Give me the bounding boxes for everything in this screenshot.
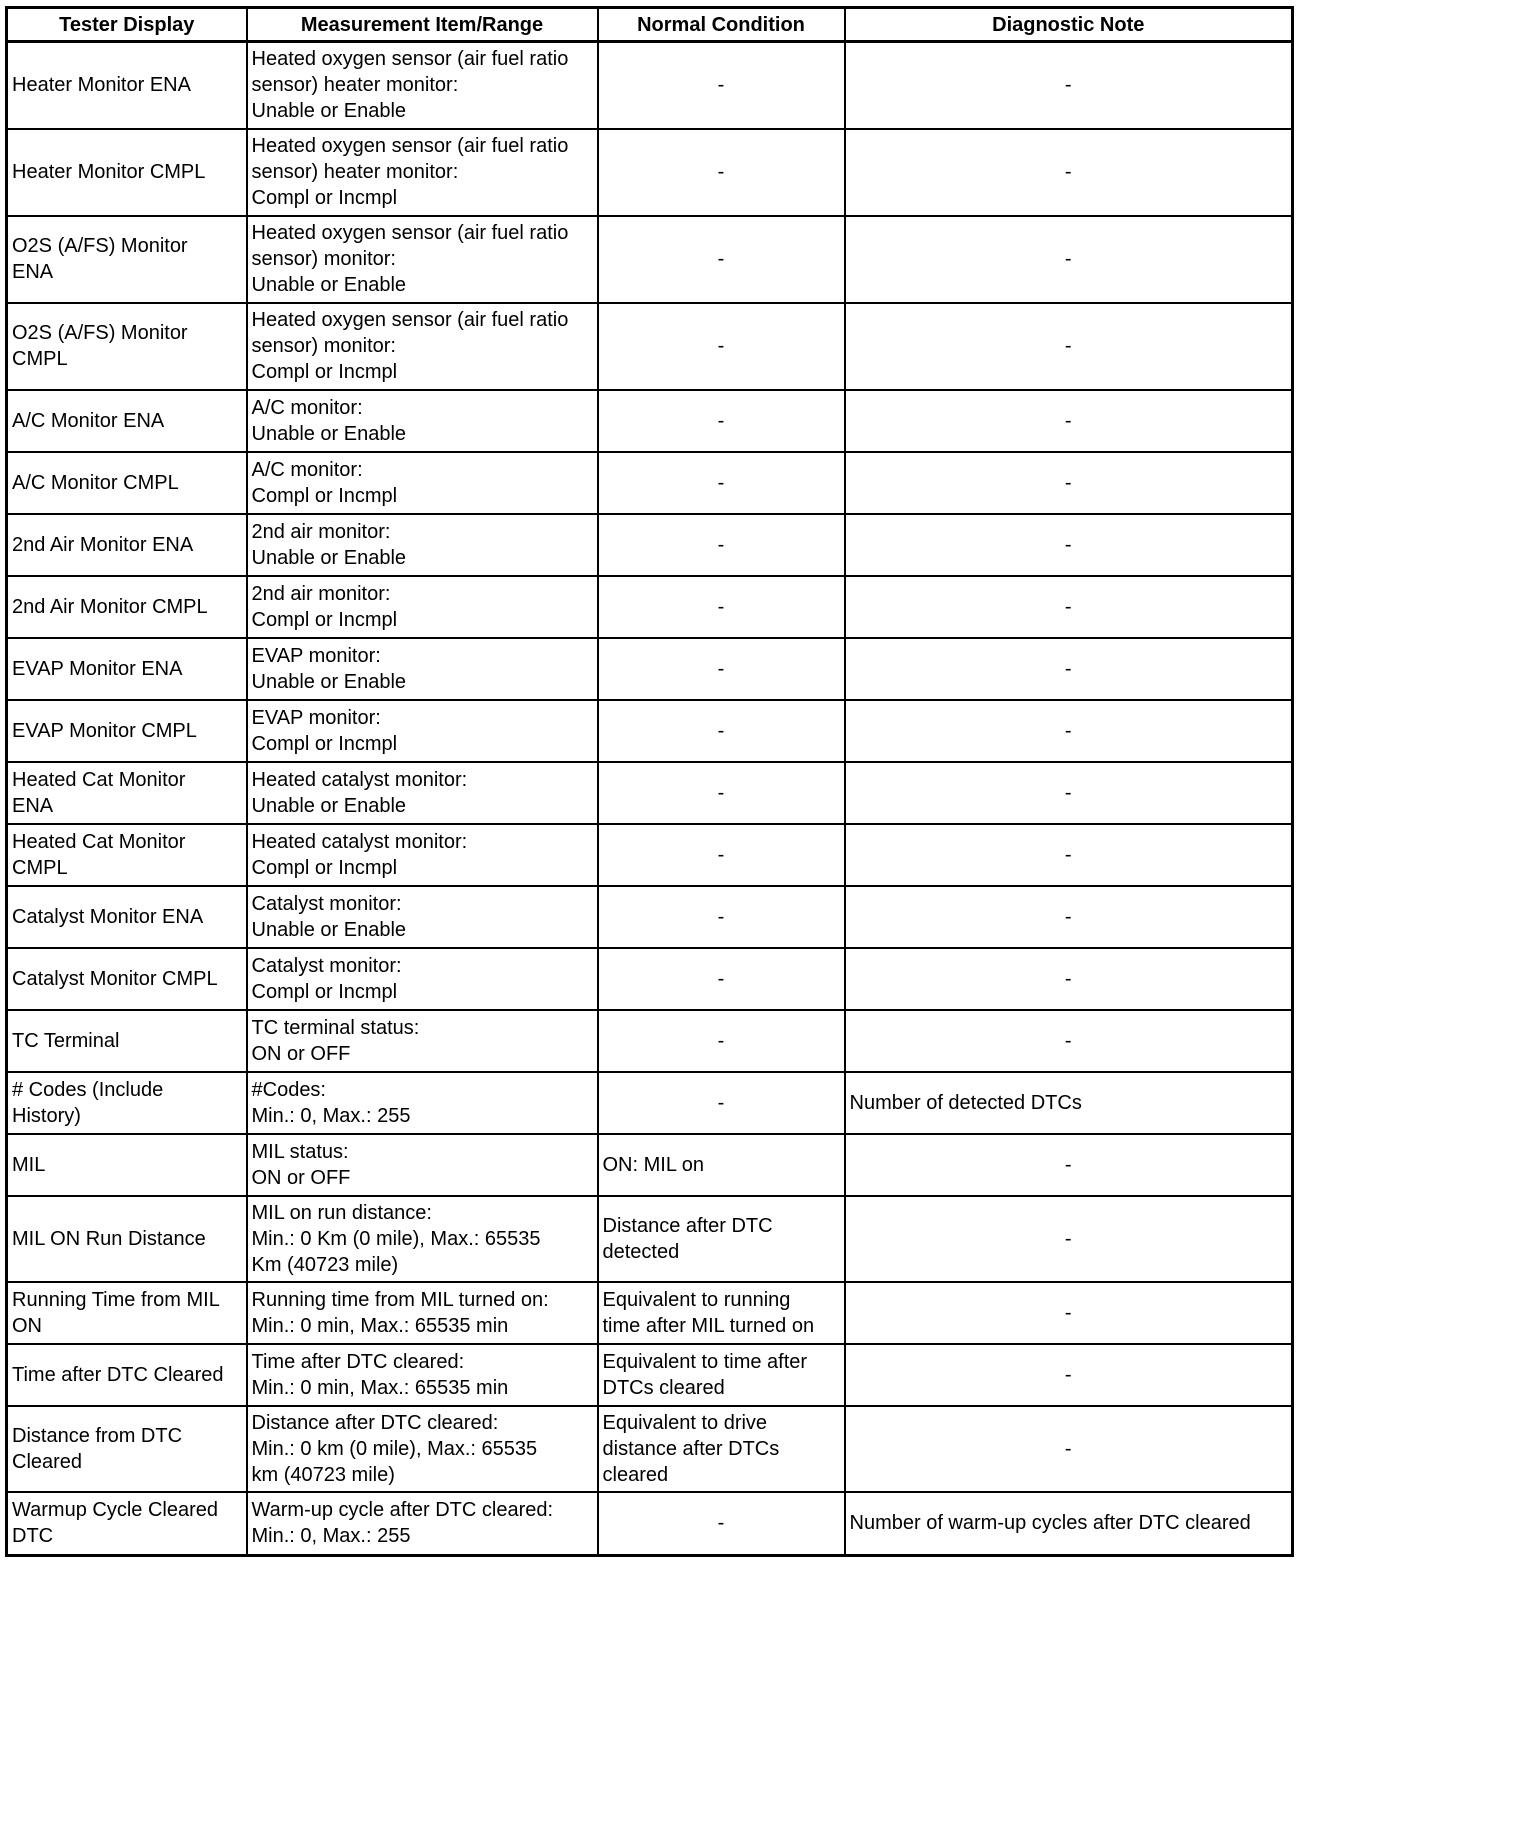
measurement-item-cell: Heated oxygen sensor (air fuel ratio sensor) monitor: Unable or Enable (247, 216, 598, 303)
tester-display-cell: EVAP Monitor CMPL (7, 700, 247, 762)
tester-display-cell: # Codes (Include History) (7, 1072, 247, 1134)
tester-display-cell: EVAP Monitor ENA (7, 638, 247, 700)
diagnostic-note-cell: - (845, 452, 1293, 514)
tester-display-cell: Distance from DTC Cleared (7, 1406, 247, 1492)
normal-condition-cell: - (598, 42, 845, 129)
measurement-item-cell: Heated oxygen sensor (air fuel ratio sensor) monitor: Compl or Incmpl (247, 303, 598, 390)
header-diagnostic-note: Diagnostic Note (845, 8, 1293, 42)
diagnostic-note-cell: - (845, 1406, 1293, 1492)
measurement-item-cell: EVAP monitor: Unable or Enable (247, 638, 598, 700)
table-row (7, 216, 1293, 303)
table-row (7, 1196, 1293, 1282)
table-row (7, 129, 1293, 216)
measurement-item-cell: Distance after DTC cleared: Min.: 0 km (0 mile), Max.: 65535 km (40723 mile) (247, 1406, 598, 1492)
table-row (7, 948, 1293, 1010)
normal-condition-cell: Distance after DTC detected (598, 1196, 845, 1282)
normal-condition-cell: - (598, 1072, 845, 1134)
tester-display-cell: A/C Monitor CMPL (7, 452, 247, 514)
normal-condition-cell: - (598, 638, 845, 700)
diagnostic-note-cell: - (845, 1344, 1293, 1406)
diagnostic-note-cell: - (845, 638, 1293, 700)
tester-display-cell: Heater Monitor ENA (7, 42, 247, 129)
tester-display-cell: MIL ON Run Distance (7, 1196, 247, 1282)
normal-condition-cell: - (598, 762, 845, 824)
measurement-item-cell: Catalyst monitor: Compl or Incmpl (247, 948, 598, 1010)
header-tester-display: Tester Display (7, 8, 247, 42)
tester-display-cell: O2S (A/FS) Monitor CMPL (7, 303, 247, 390)
tester-display-cell: 2nd Air Monitor ENA (7, 514, 247, 576)
normal-condition-cell: Equivalent to running time after MIL turned on (598, 1282, 845, 1344)
table-row (7, 1406, 1293, 1492)
tester-display-cell: Catalyst Monitor CMPL (7, 948, 247, 1010)
table-row (7, 1282, 1293, 1344)
tester-display-cell: 2nd Air Monitor CMPL (7, 576, 247, 638)
measurement-item-cell: #Codes: Min.: 0, Max.: 255 (247, 1072, 598, 1134)
normal-condition-cell: - (598, 700, 845, 762)
normal-condition-cell: - (598, 514, 845, 576)
measurement-item-cell: MIL status: ON or OFF (247, 1134, 598, 1196)
diagnostic-note-cell: - (845, 886, 1293, 948)
diagnostic-note-cell: - (845, 700, 1293, 762)
tester-display-cell: O2S (A/FS) Monitor ENA (7, 216, 247, 303)
table-row (7, 824, 1293, 886)
table-row (7, 1010, 1293, 1072)
normal-condition-cell: - (598, 1010, 845, 1072)
table-row (7, 514, 1293, 576)
diagnostic-note-cell: Number of warm-up cycles after DTC cleared (845, 1492, 1293, 1556)
table-row (7, 1492, 1293, 1556)
normal-condition-cell: - (598, 390, 845, 452)
table-row (7, 638, 1293, 700)
diagnostic-note-cell: - (845, 42, 1293, 129)
table-row (7, 1344, 1293, 1406)
measurement-item-cell: 2nd air monitor: Compl or Incmpl (247, 576, 598, 638)
table-row (7, 886, 1293, 948)
measurement-item-cell: Heated catalyst monitor: Unable or Enable (247, 762, 598, 824)
diagnostic-note-cell: Number of detected DTCs (845, 1072, 1293, 1134)
normal-condition-cell: - (598, 576, 845, 638)
table-row (7, 576, 1293, 638)
measurement-item-cell: Heated oxygen sensor (air fuel ratio sensor) heater monitor: Unable or Enable (247, 42, 598, 129)
tester-display-cell: TC Terminal (7, 1010, 247, 1072)
normal-condition-cell: Equivalent to time after DTCs cleared (598, 1344, 845, 1406)
normal-condition-cell: ON: MIL on (598, 1134, 845, 1196)
normal-condition-cell: - (598, 303, 845, 390)
normal-condition-cell: - (598, 1492, 845, 1556)
measurement-item-cell: A/C monitor: Compl or Incmpl (247, 452, 598, 514)
diagnostic-note-cell: - (845, 948, 1293, 1010)
header-normal-condition: Normal Condition (598, 8, 845, 42)
table-row (7, 42, 1293, 129)
normal-condition-cell: - (598, 824, 845, 886)
diagnostic-note-cell: - (845, 216, 1293, 303)
diagnostic-note-cell: - (845, 129, 1293, 216)
measurement-item-cell: MIL on run distance: Min.: 0 Km (0 mile), Max.: 65535 Km (40723 mile) (247, 1196, 598, 1282)
measurement-item-cell: Catalyst monitor: Unable or Enable (247, 886, 598, 948)
tester-display-cell: MIL (7, 1134, 247, 1196)
table-row (7, 762, 1293, 824)
tester-display-cell: Catalyst Monitor ENA (7, 886, 247, 948)
tester-display-cell: Heated Cat Monitor CMPL (7, 824, 247, 886)
measurement-item-cell: Warm-up cycle after DTC cleared: Min.: 0, Max.: 255 (247, 1492, 598, 1556)
data-list-table (5, 6, 1294, 1557)
diagnostic-note-cell: - (845, 824, 1293, 886)
table-row (7, 1134, 1293, 1196)
normal-condition-cell: - (598, 452, 845, 514)
measurement-item-cell: Heated catalyst monitor: Compl or Incmpl (247, 824, 598, 886)
measurement-item-cell: A/C monitor: Unable or Enable (247, 390, 598, 452)
header-measurement-item: Measurement Item/Range (247, 8, 598, 42)
measurement-item-cell: EVAP monitor: Compl or Incmpl (247, 700, 598, 762)
measurement-item-cell: Time after DTC cleared: Min.: 0 min, Max.: 65535 min (247, 1344, 598, 1406)
table-row (7, 700, 1293, 762)
diagnostic-note-cell: - (845, 303, 1293, 390)
table-row (7, 1072, 1293, 1134)
diagnostic-note-cell: - (845, 1282, 1293, 1344)
tester-display-cell: Time after DTC Cleared (7, 1344, 247, 1406)
measurement-item-cell: Heated oxygen sensor (air fuel ratio sensor) heater monitor: Compl or Incmpl (247, 129, 598, 216)
table-row (7, 452, 1293, 514)
diagnostic-note-cell: - (845, 762, 1293, 824)
table-header-row (7, 8, 1293, 42)
diagnostic-note-cell: - (845, 1010, 1293, 1072)
tester-display-cell: Heater Monitor CMPL (7, 129, 247, 216)
table-row (7, 303, 1293, 390)
measurement-item-cell: TC terminal status: ON or OFF (247, 1010, 598, 1072)
diagnostic-note-cell: - (845, 390, 1293, 452)
diagnostic-note-cell: - (845, 514, 1293, 576)
normal-condition-cell: - (598, 886, 845, 948)
normal-condition-cell: Equivalent to drive distance after DTCs cleared (598, 1406, 845, 1492)
tester-display-cell: Warmup Cycle Cleared DTC (7, 1492, 247, 1556)
normal-condition-cell: - (598, 129, 845, 216)
table-row (7, 390, 1293, 452)
normal-condition-cell: - (598, 216, 845, 303)
diagnostic-note-cell: - (845, 1196, 1293, 1282)
measurement-item-cell: 2nd air monitor: Unable or Enable (247, 514, 598, 576)
tester-display-cell: A/C Monitor ENA (7, 390, 247, 452)
normal-condition-cell: - (598, 948, 845, 1010)
diagnostic-note-cell: - (845, 1134, 1293, 1196)
tester-display-cell: Running Time from MIL ON (7, 1282, 247, 1344)
diagnostic-note-cell: - (845, 576, 1293, 638)
measurement-item-cell: Running time from MIL turned on: Min.: 0 min, Max.: 65535 min (247, 1282, 598, 1344)
tester-display-cell: Heated Cat Monitor ENA (7, 762, 247, 824)
